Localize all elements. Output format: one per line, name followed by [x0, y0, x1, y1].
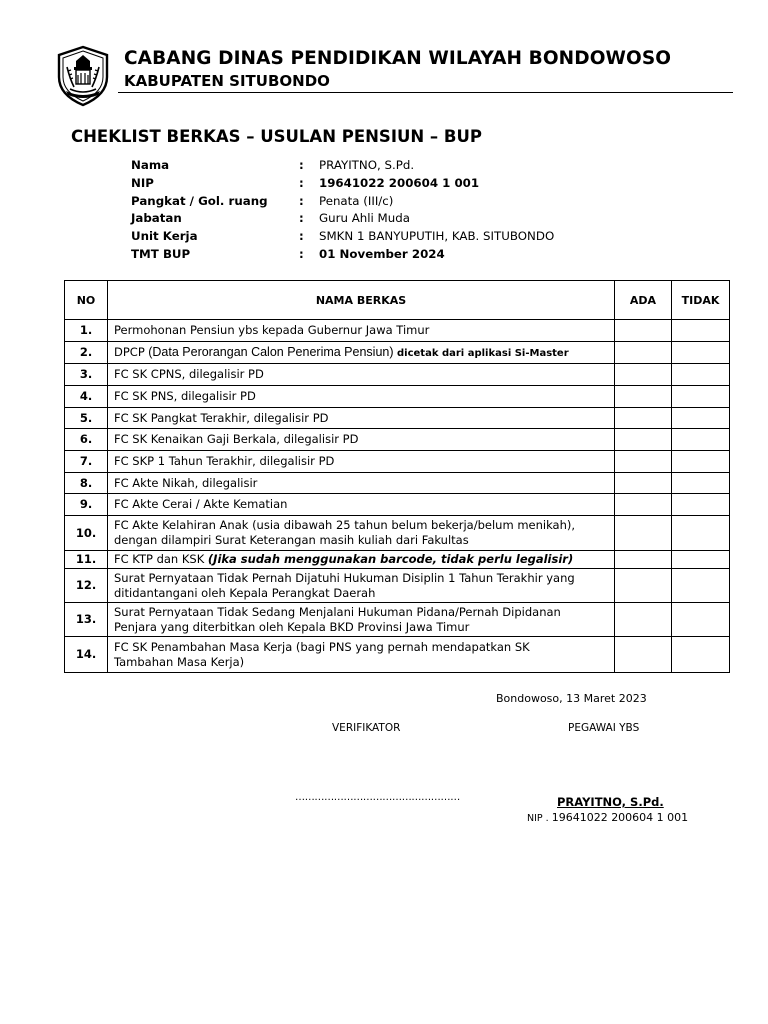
- organization-subtitle: KABUPATEN SITUBONDO: [124, 72, 330, 90]
- table-row: [65, 386, 730, 408]
- coat-of-arms-logo: [52, 45, 114, 107]
- ada-checkbox-cell[interactable]: [615, 408, 672, 429]
- ada-checkbox-cell[interactable]: [615, 451, 672, 473]
- row-number: 8.: [65, 473, 108, 494]
- tidak-checkbox-cell[interactable]: [672, 551, 730, 569]
- nip-label: NIP .: [527, 813, 552, 824]
- row-document-note: dicetak dari aplikasi Si-Master: [397, 347, 569, 359]
- identity-value: SMKN 1 BANYUPUTIH, KAB. SITUBONDO: [319, 229, 555, 244]
- row-number: 13.: [65, 603, 108, 637]
- ada-checkbox-cell[interactable]: [615, 637, 672, 673]
- row-number: 2.: [65, 342, 108, 364]
- ada-checkbox-cell[interactable]: [615, 551, 672, 569]
- row-document-name: [108, 637, 615, 673]
- header-no: NO: [65, 281, 108, 320]
- row-document-name: FC SK CPNS, dilegalisir PD: [108, 364, 615, 386]
- header-divider: [118, 92, 733, 93]
- identity-colon: :: [299, 175, 304, 190]
- identity-label: NIP: [131, 175, 154, 190]
- table-row: [65, 551, 730, 569]
- tidak-checkbox-cell[interactable]: [672, 473, 730, 494]
- row-document-text: DPCP: [114, 344, 145, 359]
- identity-value: 01 November 2024: [319, 246, 445, 261]
- verifikator-label: VERIFIKATOR: [332, 722, 401, 734]
- tidak-checkbox-cell[interactable]: [672, 342, 730, 364]
- row-document-name: Permohonan Pensiun ybs kepada Gubernur Jawa Timur: [108, 320, 615, 342]
- organization-name: CABANG DINAS PENDIDIKAN WILAYAH BONDOWOSO: [124, 48, 672, 69]
- row-number: 9.: [65, 494, 108, 516]
- ada-checkbox-cell[interactable]: [615, 342, 672, 364]
- row-document-name: [108, 569, 615, 603]
- tidak-checkbox-cell[interactable]: [672, 516, 730, 551]
- table-row: [65, 637, 730, 673]
- ada-checkbox-cell[interactable]: [615, 320, 672, 342]
- row-document-line-2: Penjara yang diterbitkan oleh Kepala BKD Provinsi Jawa Timur: [114, 619, 470, 634]
- tidak-checkbox-cell[interactable]: [672, 320, 730, 342]
- row-document-name: FC SK Pangkat Terakhir, dilegalisir PD: [108, 408, 615, 429]
- row-document-note: (Jika sudah menggunakan barcode, tidak perlu legalisir): [207, 552, 574, 566]
- row-number: 5.: [65, 408, 108, 429]
- row-document-name: FC SK Kenaikan Gaji Berkala, dilegalisir PD: [108, 429, 615, 451]
- row-number: 1.: [65, 320, 108, 342]
- tidak-checkbox-cell[interactable]: [672, 364, 730, 386]
- row-number: 3.: [65, 364, 108, 386]
- table-row: [65, 603, 730, 637]
- row-document-extra: (Data Perorangan Calon Penerima Pensiun): [144, 344, 397, 359]
- document-title: CHEKLIST BERKAS – USULAN PENSIUN – BUP: [71, 127, 482, 146]
- ada-checkbox-cell[interactable]: [615, 473, 672, 494]
- row-document-text: FC KTP dan KSK: [114, 552, 208, 566]
- tidak-checkbox-cell[interactable]: [672, 603, 730, 637]
- identity-value: PRAYITNO, S.Pd.: [319, 158, 415, 172]
- pegawai-nip: [527, 811, 688, 824]
- identity-colon: :: [299, 229, 304, 244]
- table-row: [65, 473, 730, 494]
- identity-colon: :: [299, 193, 304, 208]
- row-number: 11.: [65, 551, 108, 569]
- identity-label: Jabatan: [131, 211, 182, 226]
- row-document-name: FC SK PNS, dilegalisir PD: [108, 386, 615, 408]
- table-row: [65, 408, 730, 429]
- tidak-checkbox-cell[interactable]: [672, 429, 730, 451]
- ada-checkbox-cell[interactable]: [615, 494, 672, 516]
- ada-checkbox-cell[interactable]: [615, 364, 672, 386]
- row-document-line-2: Tambahan Masa Kerja): [114, 654, 245, 669]
- tidak-checkbox-cell[interactable]: [672, 451, 730, 473]
- row-number: 14.: [65, 637, 108, 673]
- pegawai-signature-name: PRAYITNO, S.Pd.: [557, 795, 664, 809]
- row-document-name: FC Akte Nikah, dilegalisir: [108, 473, 615, 494]
- tidak-checkbox-cell[interactable]: [672, 637, 730, 673]
- nip-value: 19641022 200604 1 001: [551, 811, 689, 824]
- ada-checkbox-cell[interactable]: [615, 516, 672, 551]
- row-number: 6.: [65, 429, 108, 451]
- verifikator-signature-blank: ……………………………………………: [295, 792, 460, 803]
- identity-colon: :: [299, 211, 304, 226]
- table-row: [65, 342, 730, 364]
- table-header-row: [65, 281, 730, 320]
- identity-label: Pangkat / Gol. ruang: [131, 193, 268, 208]
- row-document-name: [108, 551, 615, 569]
- pegawai-label: PEGAWAI YBS: [568, 722, 640, 734]
- table-row: [65, 320, 730, 342]
- table-row: [65, 516, 730, 551]
- row-document-name: [108, 603, 615, 637]
- identity-value: 19641022 200604 1 001: [319, 175, 480, 190]
- row-number: 10.: [65, 516, 108, 551]
- row-document-line-1: Surat Pernyataan Tidak Sedang Menjalani Hukuman Pidana/Pernah Dipidanan: [114, 604, 561, 619]
- row-document-line-2: dengan dilampiri Surat Keterangan masih kuliah dari Fakultas: [114, 533, 469, 547]
- tidak-checkbox-cell[interactable]: [672, 408, 730, 429]
- row-document-name: FC SKP 1 Tahun Terakhir, dilegalisir PD: [108, 451, 615, 473]
- table-row: [65, 451, 730, 473]
- row-document-line-2: ditidantangani oleh Kepala Perangkat Daerah: [114, 585, 376, 600]
- row-document-line-1: FC SK Penambahan Masa Kerja (bagi PNS yang pernah mendapatkan SK: [114, 639, 530, 654]
- table-row: [65, 429, 730, 451]
- identity-colon: :: [299, 158, 304, 172]
- header-nama-berkas: NAMA BERKAS: [108, 281, 615, 320]
- row-document-name: FC Akte Cerai / Akte Kematian: [108, 494, 615, 516]
- tidak-checkbox-cell[interactable]: [672, 386, 730, 408]
- row-number: 7.: [65, 451, 108, 473]
- tidak-checkbox-cell[interactable]: [672, 494, 730, 516]
- header-ada: ADA: [615, 281, 672, 320]
- ada-checkbox-cell[interactable]: [615, 603, 672, 637]
- table-row: [65, 494, 730, 516]
- table-row: [65, 364, 730, 386]
- table-row: [65, 569, 730, 603]
- ada-checkbox-cell[interactable]: [615, 386, 672, 408]
- row-document-line-1: FC Akte Kelahiran Anak (usia dibawah 25 tahun belum bekerja/belum menikah),: [114, 518, 576, 532]
- identity-label: TMT BUP: [131, 246, 191, 261]
- ada-checkbox-cell[interactable]: [615, 429, 672, 451]
- row-number: 4.: [65, 386, 108, 408]
- place-and-date: Bondowoso, 13 Maret 2023: [496, 692, 647, 705]
- identity-colon: :: [299, 246, 304, 261]
- tidak-checkbox-cell[interactable]: [672, 569, 730, 603]
- checklist-table: [64, 280, 730, 673]
- row-document-name: [108, 516, 615, 551]
- header-tidak: TIDAK: [672, 281, 730, 320]
- row-number: 12.: [65, 569, 108, 603]
- row-document-name: [108, 342, 615, 364]
- ada-checkbox-cell[interactable]: [615, 569, 672, 603]
- identity-value: Guru Ahli Muda: [319, 211, 410, 226]
- identity-value: Penata (III/c): [319, 193, 394, 208]
- identity-label: Unit Kerja: [131, 229, 198, 244]
- row-document-line-1: Surat Pernyataan Tidak Pernah Dijatuhi Hukuman Disiplin 1 Tahun Terakhir yang: [114, 570, 575, 585]
- identity-label: Nama: [131, 158, 170, 172]
